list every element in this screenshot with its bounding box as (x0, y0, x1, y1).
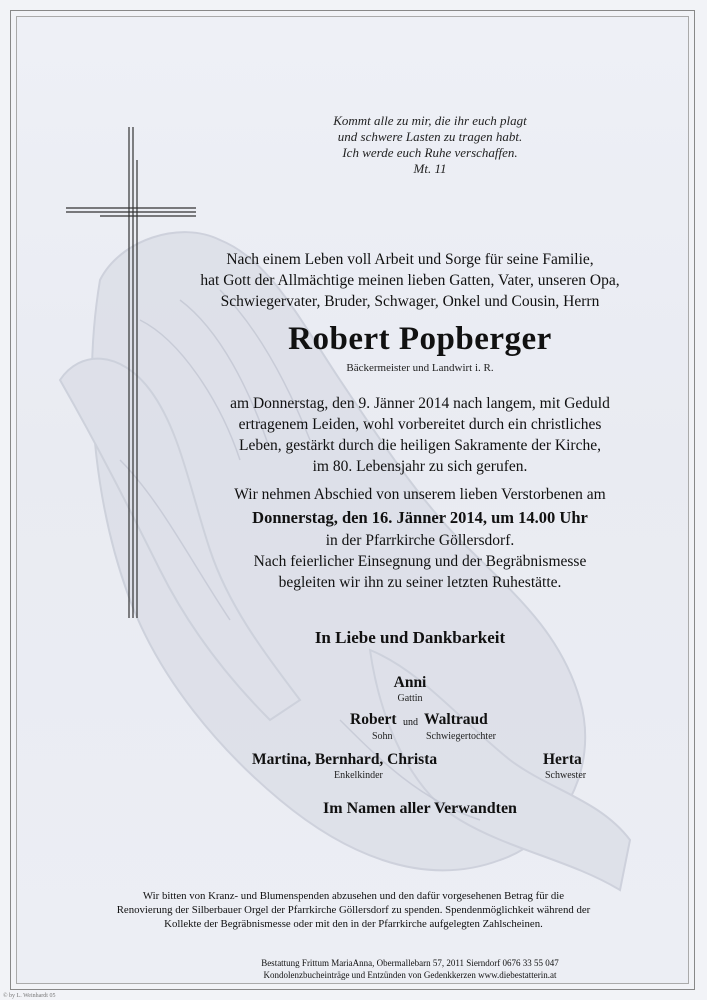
corner-credit: © by L. Weinhardt 05 (3, 993, 56, 999)
bible-quote (280, 113, 580, 177)
mourner-anni: Anni (393, 674, 427, 691)
notice-line: Leben, gestärkt durch die heiligen Sakramente der Kirche, (239, 437, 601, 454)
intro-line: hat Gott der Allmächtige meinen lieben Gatten, Vater, unseren Opa, (200, 272, 620, 289)
donation-line: Renovierung der Silberbauer Orgel der Pfarrkirche Göllersdorf zu spenden. Spendenmöglichkeit während der (116, 904, 591, 916)
death-notice (70, 393, 707, 477)
mourner-robert: Robert (350, 711, 397, 728)
notice-line: am Donnerstag, den 9. Jänner 2014 nach langem, mit Geduld (230, 395, 610, 412)
farewell-details (70, 530, 707, 593)
mourner-role: Sohn (372, 731, 393, 742)
donation-line: Kollekte der Begräbnismesse oder mit den in der Pfarrkirche aufgelegten Zahlscheinen. (164, 918, 543, 930)
undertaker-line: Bestattung Frittum MariaAnna, Obermallebarn 57, 2011 Sierndorf 0676 33 55 047 (261, 958, 559, 968)
deceased-occupation: Bäckermeister und Landwirt i. R. (346, 362, 494, 374)
funeral-date: Donnerstag, den 16. Jänner 2014, um 14.00 Uhr (252, 508, 588, 527)
mourner-role: Enkelkinder (334, 770, 383, 781)
farewell-line: Nach feierlicher Einsegnung und der Begräbnismesse (253, 553, 587, 570)
connector-und: und (403, 717, 418, 728)
deceased-name: Robert Popberger (288, 321, 552, 357)
intro-line: Schwiegervater, Bruder, Schwager, Onkel und Cousin, Herrn (220, 293, 600, 310)
mourner-role: Gattin (397, 693, 423, 704)
farewell-line: begleiten wir ihn zu seiner letzten Ruhestätte. (278, 574, 562, 591)
mourners-heading: In Liebe und Dankbarkeit (314, 628, 506, 647)
intro-text (60, 249, 707, 312)
undertaker-info (60, 957, 707, 981)
quote-line: Kommt alle zu mir, die ihr euch plagt (333, 113, 527, 128)
intro-line: Nach einem Leben voll Arbeit und Sorge für seine Familie, (226, 251, 594, 268)
mourner-herta: Herta (543, 751, 582, 768)
relatives-line: Im Namen aller Verwandten (323, 800, 517, 817)
quote-line: Ich werde euch Ruhe verschaffen. (342, 145, 518, 160)
quote-reference: Mt. 11 (413, 161, 447, 176)
notice-line: im 80. Lebensjahr zu sich gerufen. (312, 458, 528, 475)
mourner-role: Schwiegertochter (426, 731, 496, 742)
notice-line: ertragenem Leiden, wohl vorbereitet durch ein christliches (238, 416, 602, 433)
mourner-waltraud: Waltraud (424, 711, 488, 728)
mourner-role: Schwester (545, 770, 587, 781)
farewell-intro: Wir nehmen Abschied von unserem lieben Verstorbenen am (234, 486, 606, 503)
mourner-grandchildren: Martina, Bernhard, Christa (252, 751, 438, 768)
farewell-line: in der Pfarrkirche Göllersdorf. (325, 532, 515, 549)
donation-line: Wir bitten von Kranz- und Blumenspenden abzusehen und den dafür vorgesehenen Betrag für die (142, 890, 565, 902)
donation-request (0, 889, 707, 931)
quote-line: und schwere Lasten zu tragen habt. (337, 129, 523, 144)
undertaker-line: Kondolenzbucheinträge und Entzünden von Gedenkkerzen www.diebestatterin.at (263, 970, 557, 980)
